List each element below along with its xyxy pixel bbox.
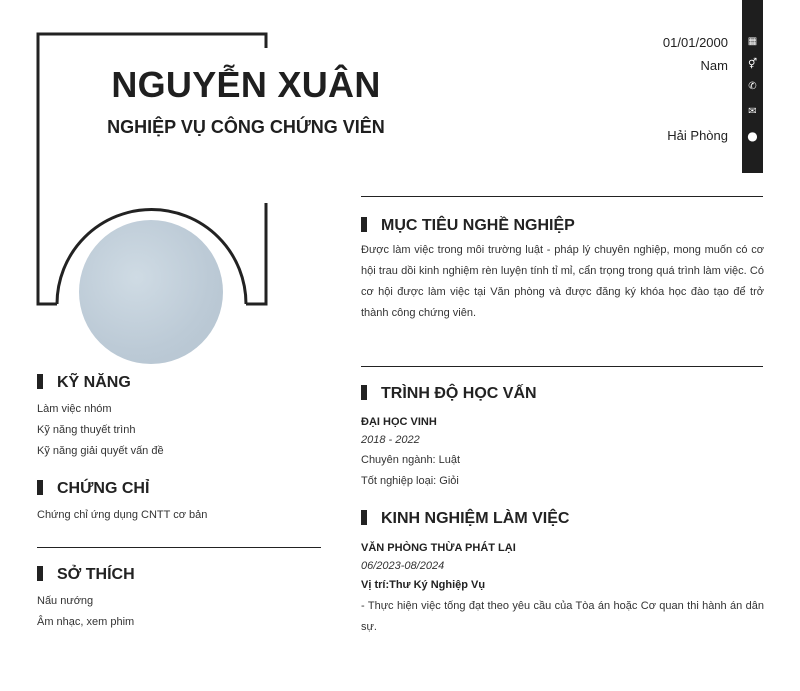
experience-heading: KINH NGHIỆM LÀM VIỆC [361,510,569,528]
calendar-icon: ▦ [747,36,758,47]
divider [361,366,763,367]
education-grade: Tốt nghiệp loại: Giỏi [361,475,459,487]
skills-heading: KỸ NĂNG [37,374,131,392]
divider [361,196,763,197]
location-icon: ● [747,129,758,143]
job-title: NGHIỆP VỤ CÔNG CHỨNG VIÊN [107,117,385,137]
contact-birthday: 01/01/2000 [662,35,728,50]
certificate-item: Chứng chỉ ứng dụng CNTT cơ bản [37,509,208,521]
experience-company: VĂN PHÒNG THỪA PHÁT LẠI [361,542,516,554]
objective-text: Được làm việc trong môi trường luật - pháp lý chuyên nghiệp, mong muốn có cơ hội trau dồi kinh nghiệm rèn luyện tính tỉ mỉ, cẩn trọng trong quá trình làm việc. Có cơ hội được làm việc tại Văn phòng và được đăng ký khóa học đào tạo để trở thành công chứng viên. [361,244,764,319]
certificates-heading: CHỨNG CHỈ [37,480,149,498]
contact-gender: Nam [700,58,728,73]
hobby-item: Âm nhạc, xem phim [37,616,135,628]
hobby-item: Nấu nướng [37,595,94,607]
experience-period: 06/2023-08/2024 [361,560,445,572]
skill-item: Kỹ năng thuyết trình [37,424,136,436]
objective-heading: MỤC TIÊU NGHỀ NGHIỆP [361,217,575,235]
education-major: Chuyên ngành: Luật [361,454,461,466]
candidate-name: NGUYỄN XUÂN [111,64,381,105]
education-heading: TRÌNH ĐỘ HỌC VẤN [361,385,537,403]
skill-item: Kỹ năng giải quyết vấn đề [37,445,164,457]
skill-item: Làm việc nhóm [37,403,112,415]
experience-position: Vị trí:Thư Ký Nghiệp Vụ [361,579,486,591]
contact-icon-bar [742,0,763,173]
hobbies-heading: SỞ THÍCH [37,566,135,584]
phone-icon: ✆ [748,81,757,92]
avatar [79,220,223,364]
divider [37,547,321,548]
gender-icon: ⚥ [747,59,758,70]
contact-address: Hải Phòng [667,128,728,143]
email-icon: ✉ [748,106,757,117]
experience-description: - Thực hiện việc tống đạt theo yêu cầu của Tòa án hoặc Cơ quan thi hành án dân sự. [361,600,764,633]
education-period: 2018 - 2022 [361,434,420,446]
education-school: ĐẠI HỌC VINH [361,416,437,428]
